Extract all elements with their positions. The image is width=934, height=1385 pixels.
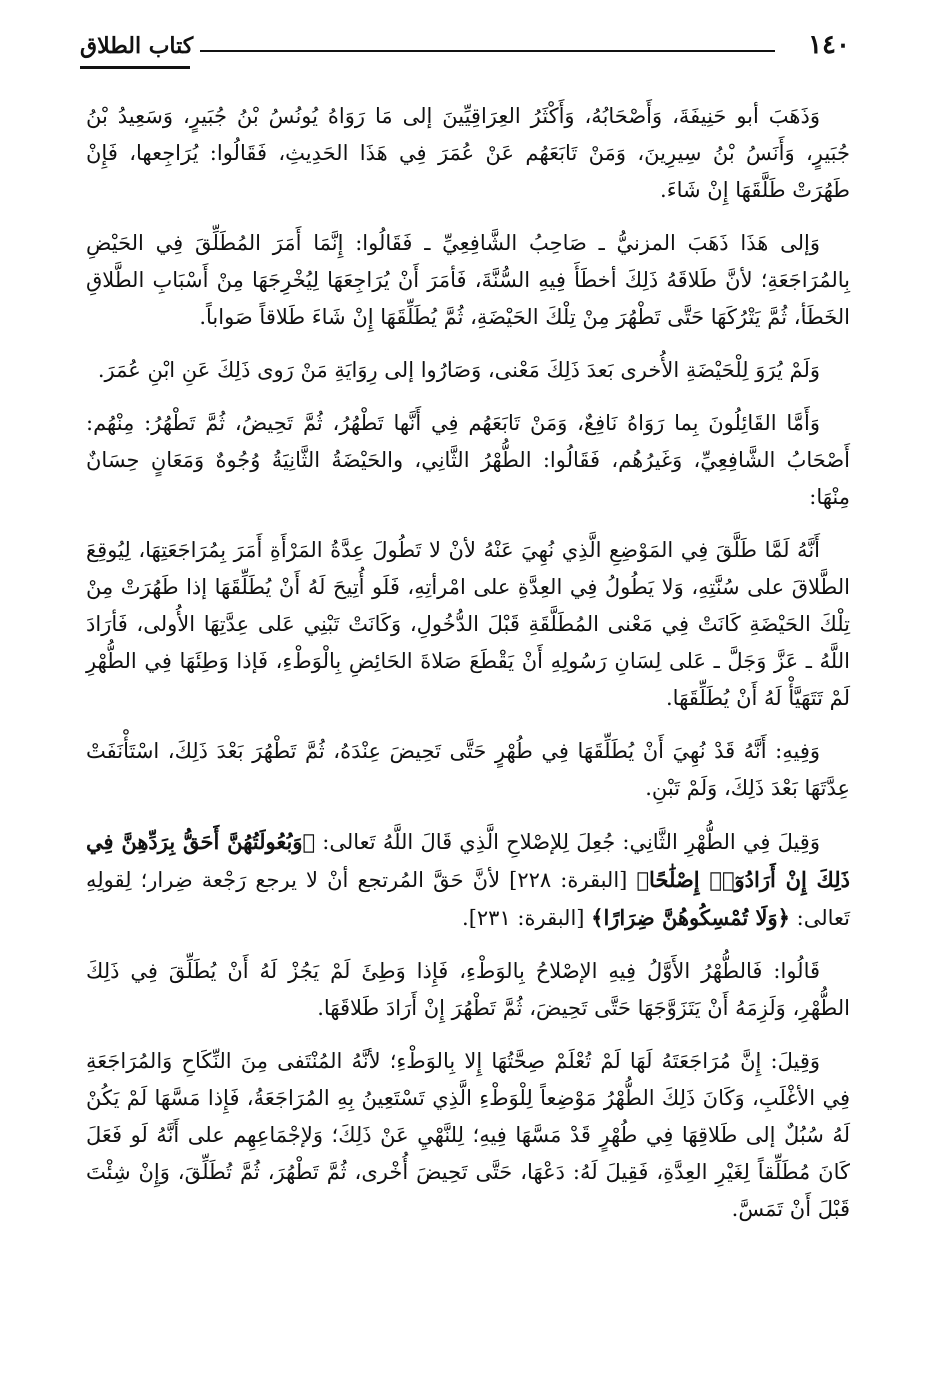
paragraph: وَفِيهِ: أَنَّهُ قَدْ نُهِيَ أَنْ يُطَلِّقَهَا فِي طُهْرٍ حَتَّى تَحِيضَ عِنْدَهُ، ثُمَّ تَطْهُرَ بَعْدَ ذَلِكَ، اسْتَأْنَفَتْ عِدَّتَهَا بَعْدَ ذَلِكَ، وَلَمْ تَبْنِ. xyxy=(86,739,850,800)
quran-verse: ﴿وَبُعُولَتُهُنَّ أَحَقُّ بِرَدِّهِنَّ فِي ذَلِكَ إِنْ أَرَادُوٓا۟ إِصْلَٰحًا﴾ xyxy=(86,829,850,892)
paragraph: وَقِيلَ: إِنَّ مُرَاجَعَتَهُ لَهَا لَمْ تُعْلَمْ صِحَّتُهَا إِلا بِالوَطْءِ؛ لأنَّهُ المُنْتَفى مِنَ النِّكَاحِ وَالمُرَاجَعَةِ فِي الأغْلَبِ، وَكَانَ ذَلِكَ الطُّهْرُ مَوْضِعاً لِلْوَطْءِ الَّذِي تَسْتَعِينُ بِهِ المُرَاجَعَةُ، فَإِذا مَسَّهَا لَمْ يَكُنْ لَهُ سُبُلٌ إلى طَلاقِهَا فِي طُهْرٍ قَدْ مَسَّهَا فِيهِ؛ لِلنَّهْيِ عَنْ ذَلِكَ؛ وَلإجْمَاعِهِم على أَنَّهُ لَو فَعَلَ كَانَ مُطَلِّقاً لِغَيْرِ العِدَّةِ، فَقِيلَ لَهُ: دَعْهَا، حَتَّى تَحِيضَ أُخْرى، ثُمَّ تَطْهُرَ، ثُمَّ تُطَلِّقَ، وَإِنْ شِئْتَ قَبْلَ أَنْ تَمَسَّ. xyxy=(86,1049,850,1221)
paragraph: قَالُوا: فَالطُّهْرُ الأَوَّلُ فِيهِ الإصْلاحُ بِالوَطْءِ، فَإِذا وَطِئَ لَمْ يَجُزْ لَهُ أَنْ يُطَلِّقَ فِي ذَلِكَ الطُّهْرِ، وَلَزِمَهُ أَنْ يَتَزَوَّجَهَا حَتَّى تَحِيضَ، ثُمَّ تَطْهُرَ إِنْ أَرَادَ طَلاقَهَا. xyxy=(86,959,850,1020)
page-number: ١٤٠ xyxy=(808,30,850,60)
header-rule xyxy=(200,50,775,52)
quran-verse: ﴿وَلَا تُمْسِكُوهُنَّ ضِرَارًا﴾ xyxy=(591,905,790,930)
page-header xyxy=(80,28,850,68)
paragraph: أَنَّهُ لَمَّا طَلَّقَ فِي المَوْضِعِ الَّذِي نُهِيَ عَنْهُ لأنْ لا تَطُولَ عِدَّةُ المَرْأَةِ أَمَرَ بِمُرَاجَعَتِهَا، لِيُوقِعَ الطَّلاقَ على سُنَّتِهِ، وَلا يَطُولُ فِي العِدَّةِ على امْرأتِهِ، فَلَو أُتِيحَ لَهُ أَنْ يُطَلِّقَهَا إذا طَهُرَتْ مِنْ تِلْكَ الحَيْضَةِ كَانَتْ فِي مَعْنى المُطَلَّقَةِ قَبْلَ الدُّخُولِ، وَكَانَتْ تَبْنِي عَلى عِدَّتِهَا الأُولى، فَأرَادَ اللَّهُ ـ عَزَّ وَجَلَّ ـ عَلى لِسَانِ رَسُولِهِ أَنْ يَقْطَعَ صَلاةَ الحَائِضِ بِالْوَطْءِ، فَإذا وَطِئَهَا فِي الطُّهْرِ لَمْ تَتَهَيَّأْ لَهُ أَنْ يُطَلِّقَهَا. xyxy=(86,538,850,710)
running-title: كتاب الطلاق xyxy=(80,33,194,59)
paragraph: وَلَمْ يُرَوَ لِلْحَيْضَةِ الأُخرى بَعدَ ذَلِكَ مَعْنى، وَصَارُوا إلى رِوَايَةِ مَنْ رَوى ذَلِكَ عَنِ ابْنِ عُمَرَ. xyxy=(97,358,820,382)
paragraph-text: [البقرة: ٢٣١]. xyxy=(462,906,592,930)
paragraph: وَإلى هَذَا ذَهَبَ المزنيُّ ـ صَاحِبُ الشَّافِعِيِّ ـ فَقَالُوا: إِنَّمَا أَمَرَ المُطَلِّقَ فِي الحَيْضِ بِالمُرَاجَعَةِ؛ لأنَّ طَلاقَهُ ذَلِكَ أخطَأَ فِيهِ السُّنَّةَ، فَأمَرَ أَنْ يُرَاجِعَهَا لِيُخْرِجَهَا مِنْ أَسْبَابِ الطَّلاقِ الخَطَأ، ثُمَّ يَتْرُكَهَا حَتَّى تَطْهُرَ مِنْ تِلْكَ الحَيْضَةِ، ثُمَّ يُطَلِّقَهَا إِنْ شَاءَ طَلاقاً صَواباً. xyxy=(86,231,850,329)
paragraph-text: [البقرة: ٢٢٨] لأنَّ حَقَّ المُرتجع أنْ لا يرجع رَجْعة ضِرار؛ لِقولِهِ تَعالى: xyxy=(86,868,850,930)
body-text xyxy=(86,98,850,1244)
paragraph: وَذَهَبَ أبو حَنِيفَةَ، وَأَصْحَابُهُ، وَأَكْثَرُ العِرَاقِيِّينَ إلى مَا رَوَاهُ يُونُسُ بْنُ جُبَيرٍ، وَسَعِيدُ بْنُ جُبَيرٍ، وَأَنَسُ بْنُ سِيرِينَ، وَمَنْ تَابَعَهُم عَنْ عُمَرَ فِي هَذَا الحَدِيثِ، فَقَالُوا: يُرَاجِعها، فَإِنْ طَهُرَتْ طَلَّقَهَا إِنْ شَاءَ. xyxy=(86,104,850,202)
paragraph xyxy=(86,823,850,937)
paragraph: وَأَمَّا القَائِلُونَ بِما رَوَاهُ نَافِعٌ، وَمَنْ تَابَعَهُم فِي أَنَّها تَطْهُرُ، ثُمَّ تَحِيضُ، ثُمَّ تَطْهُرُ: مِنْهُم: أَصْحَابُ الشَّافِعِيِّ، وَغَيرُهُم، فَقَالُوا: الطُّهْرُ الثَّانِي، والحَيْضَةُ الثَّانِيَةُ وُجُوهٌ وَمَعَانٍ حِسَانٌ مِنْهَا: xyxy=(86,411,850,509)
title-underline xyxy=(80,66,190,69)
paragraph-text: وَقِيلَ فِي الطُّهْرِ الثَّانِي: جُعِلَ لِلإصْلاحِ الَّذِي قَالَ اللَّهُ تَعالى: xyxy=(315,830,820,854)
